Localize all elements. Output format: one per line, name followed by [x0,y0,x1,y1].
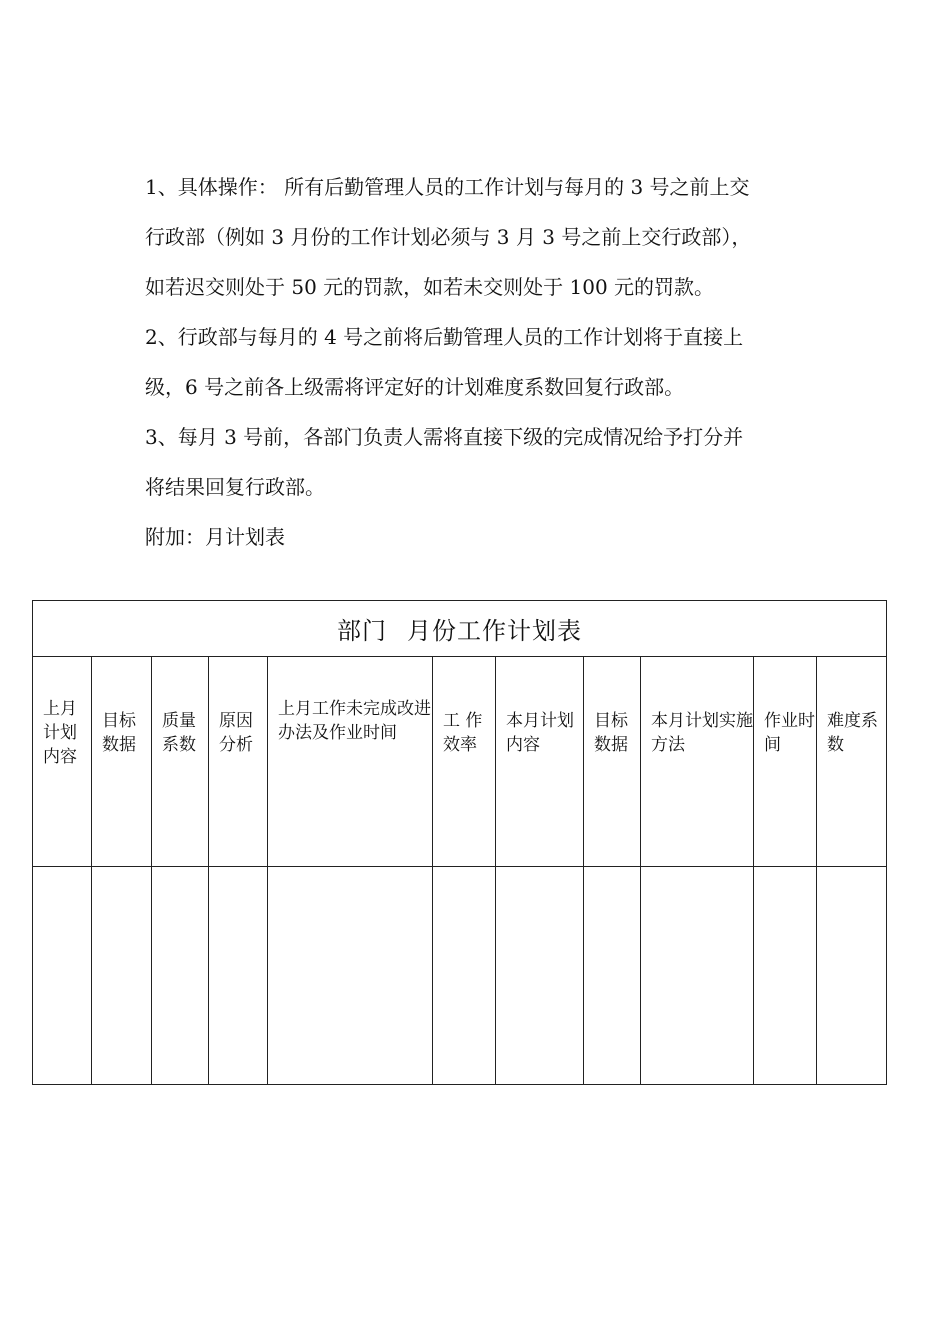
table-cell[interactable] [754,867,817,1085]
paragraph-line: 1、具体操作： 所有后勤管理人员的工作计划与每月的 3 号之前上交 [145,175,750,199]
appendix-label [145,512,825,562]
column-header: 作业时间 [754,657,817,867]
table-cell[interactable] [209,867,268,1085]
table-cell[interactable] [152,867,209,1085]
instruction-paragraph-2 [145,312,825,412]
column-header: 目标数据 [92,657,152,867]
paragraph-line: 将结果回复行政部。 [145,475,325,499]
table-title [33,601,887,657]
column-header: 上月计划内容 [33,657,92,867]
table-title-dept: 部门 [337,617,388,645]
table-cell[interactable] [584,867,641,1085]
paragraph-line: 如若迟交则处于 50 元的罚款，如若未交则处于 100 元的罚款。 [145,275,715,299]
table-cell[interactable] [92,867,152,1085]
table-cell[interactable] [268,867,433,1085]
table-cell[interactable] [817,867,887,1085]
table-cell[interactable] [433,867,496,1085]
paragraph-line: 级，6 号之前各上级需将评定好的计划难度系数回复行政部。 [145,375,685,399]
column-header: 工 作效率 [433,657,496,867]
column-header: 上月工作未完成改进办法及作业时间 [268,657,433,867]
column-header: 本月计划实施方法 [641,657,754,867]
instruction-paragraph-1 [145,162,825,312]
appendix-text: 附加：月计划表 [145,525,285,549]
column-header: 目标数据 [584,657,641,867]
column-header: 原因分析 [209,657,268,867]
table-row [33,867,887,1085]
monthly-plan-table [32,600,887,1085]
table-header-row [33,657,887,867]
paragraph-line: 3、每月 3 号前，各部门负责人需将直接下级的完成情况给予打分并 [145,425,744,449]
column-header: 本月计划内容 [496,657,584,867]
paragraph-line: 行政部（例如 3 月份的工作计划必须与 3 月 3 号之前上交行政部）， [145,225,752,249]
table-cell[interactable] [641,867,754,1085]
table-title-month: 月份工作计划表 [407,617,583,645]
table-cell[interactable] [33,867,92,1085]
table-cell[interactable] [496,867,584,1085]
paragraph-line: 2、行政部与每月的 4 号之前将后勤管理人员的工作计划将于直接上 [145,325,744,349]
instruction-paragraph-3 [145,412,825,512]
column-header: 质量系数 [152,657,209,867]
column-header: 难度系数 [817,657,887,867]
